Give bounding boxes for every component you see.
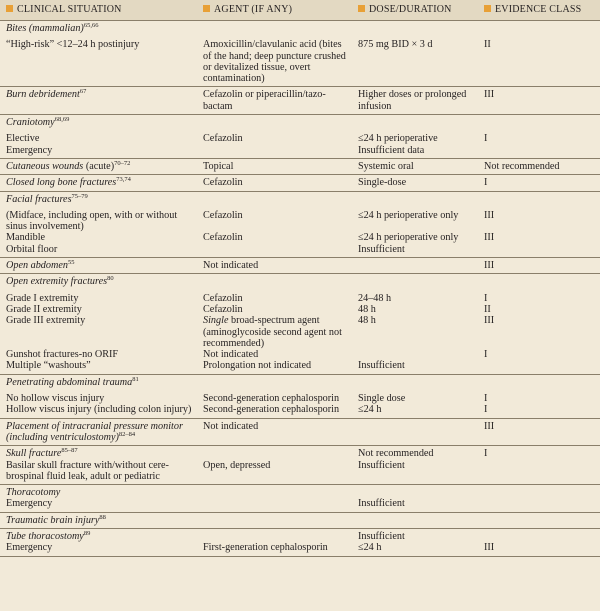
table-row: “High-risk” <12–24 h postinjury Amoxicillin/clavulanic acid (bites of the hand; deep puncture crushed or devitalized tissue, overt contamination) 875 mg BID × 3 d II <box>6 39 491 85</box>
table-row: No hollow viscus injury Second-generation cephalosporin Single dose I <box>6 393 488 405</box>
header-dose-duration: DOSE/DURATION <box>352 0 478 21</box>
table-row: Craniotomy$^{68,69}$ <box>0 115 600 129</box>
header-bullet-icon <box>203 5 210 12</box>
table-row: Grade I extremity Cefazolin 24–48 h I <box>6 292 488 304</box>
table-row: Closed long bone fractures$^{73,74}$ Cefazolin Single-dose I <box>0 175 600 191</box>
header-evidence-class: EVIDENCE CLASS <box>478 0 600 21</box>
table-row: Skull fracture$^{85-87}$ Basilar skull fracture with/without cere-brospinal fluid leak, adult or pediatric Open, depressed Not recommended Insufficient I <box>0 446 600 485</box>
table-row: Grade III extremity Single broad-spectrum agent (aminoglycoside second agent not recommended) 48 h III <box>6 315 495 349</box>
table-row: Facial fractures$^{75-79}$ <box>0 191 600 205</box>
table-row: Grade II extremity Cefazolin 48 h II <box>6 303 491 315</box>
table-row: Thoracotomy Emergency Insufficient <box>0 485 600 513</box>
table-row: Cutaneous wounds (acute)$^{70-72}$ Topical Systemic oral Not recommended <box>0 158 600 174</box>
header-bullet-icon <box>6 5 13 12</box>
header-agent: AGENT (IF ANY) <box>197 0 352 21</box>
table-row: Tube thoracostomy$^{89}$ Emergency First-generation cephalosporin Insufficient ≤24 h III <box>0 528 600 556</box>
table-row: (Midface, including open, with or without sinus involvement) Cefazolin ≤24 h perioperative only III <box>6 209 495 233</box>
table-row: Gunshot fractures-no ORIF Not indicated I <box>6 349 488 361</box>
table-row: Elective Emergency Cefazolin ≤24 h perioperative Insufficient data I <box>6 133 488 156</box>
table-row: Mandible Orbital floor Cefazolin ≤24 h perioperative only Insufficient III <box>6 232 495 255</box>
table-row: Hollow viscus injury (including colon injury) Second-generation cephalosporin ≤24 h I <box>6 404 488 416</box>
table-row: Burn debridement$^{67}$ Cefazolin or piperacillin/tazo-bactam Higher doses or prolonged infusion III <box>0 87 600 115</box>
table-row: Traumatic brain injury$^{88}$ <box>0 512 600 528</box>
table-header-row <box>0 0 600 21</box>
table-row: Penetrating abdominal trauma$^{81}$ <box>0 374 600 388</box>
table-row: Placement of intracranial pressure monitor (including ventriculostomy)$^{82-84}$ Not indicated III <box>0 418 600 446</box>
header-bullet-icon <box>484 5 491 12</box>
table-row: Bites (mammalian)$^{65,66}$ <box>6 22 99 34</box>
table-row: Open extremity fractures$^{80}$ <box>0 274 600 288</box>
table-row: Multiple “washouts” Prolongation not indicated Insufficient <box>6 360 405 372</box>
header-bullet-icon <box>358 5 365 12</box>
table-row: Open abdomen$^{55}$ Not indicated III <box>0 258 600 274</box>
header-clinical-situation: CLINICAL SITUATION <box>0 0 197 21</box>
